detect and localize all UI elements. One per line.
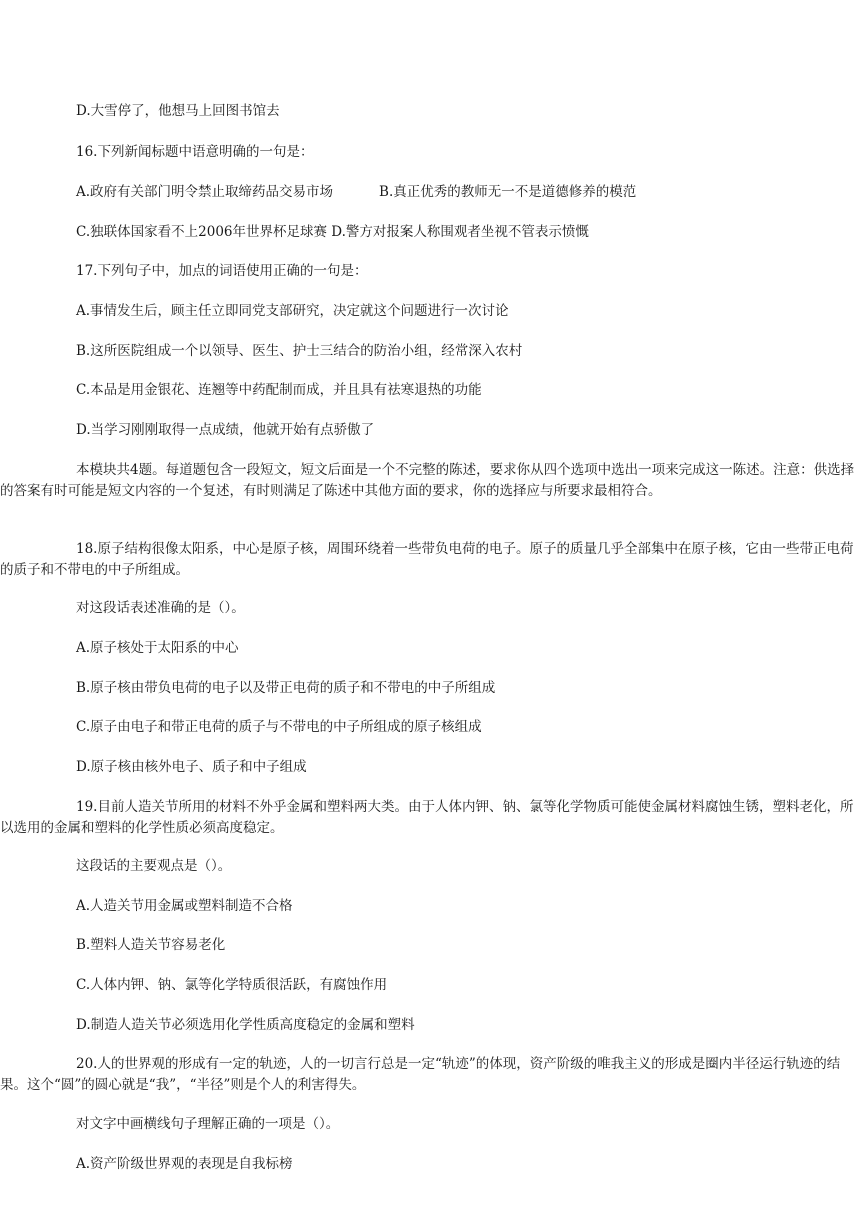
q17-option-c: C.本品是用金银花、连翘等中药配制而成，并且具有祛寒退热的功能 (76, 382, 482, 398)
q18-passage: 18.原子结构很像太阳系，中心是原子核，周围环绕着一些带负电荷的电子。原子的质量几乎全部集中在原子核，它由一些带正电荷的质子和不带电的中子所组成。 (0, 541, 854, 578)
q20-stem: 对文字中画横线句子理解正确的一项是（）。 (76, 1116, 340, 1132)
q18-option-d: D.原子核由核外电子、质子和中子组成 (76, 759, 307, 775)
q16-options-ab (0, 182, 868, 203)
q18-option-b: B.原子核由带负电荷的电子以及带正电荷的质子和不带电的中子所组成 (76, 680, 496, 696)
q18-option-c: C.原子由电子和带正电荷的质子与不带电的中子所组成的原子核组成 (76, 719, 482, 735)
q19-option-b: B.塑料人造关节容易老化 (76, 937, 226, 953)
module-intro: 本模块共4题。每道题包含一段短文，短文后面是一个不完整的陈述，要求你从四个选项中选出一项来完成这一陈述。注意：供选择的答案有时可能是短文内容的一个复述，有时则满足了陈述中其他方面的要求，你的选择应与所要求最相符合。 (0, 462, 855, 499)
q16-options-cd: C.独联体国家看不上2006年世界杯足球赛 D.警方对报案人称围观者坐视不管表示愤慨 (76, 224, 589, 240)
q18-stem: 对这段话表述准确的是（）。 (76, 600, 245, 616)
q20-passage: 20.人的世界观的形成有一定的轨迹，人的一切言行总是一定“轨迹”的体现，资产阶级的唯我主义的形成是圈内半径运行轨迹的结果。这个“圆”的圆心就是“我”，“半径”则是个人的利害得失。 (0, 1056, 841, 1093)
q20-option-a: A.资产阶级世界观的表现是自我标榜 (76, 1156, 293, 1172)
q19-option-d: D.制造人造关节必须选用化学性质高度稳定的金属和塑料 (76, 1017, 415, 1033)
q17-option-b: B.这所医院组成一个以领导、医生、护士三结合的防治小组，经常深入农村 (76, 343, 523, 359)
q18-option-a: A.原子核处于太阳系的中心 (76, 640, 239, 656)
q15-option-d: D.大雪停了，他想马上回图书馆去 (76, 103, 280, 119)
q19-stem: 这段话的主要观点是（）。 (76, 858, 232, 874)
q17-question: 17.下列句子中，加点的词语使用正确的一句是： (76, 263, 368, 279)
q17-option-a: A.事情发生后，顾主任立即同党支部研究，决定就这个问题进行一次讨论 (76, 303, 509, 319)
q17-option-d: D.当学习刚刚取得一点成绩，他就开始有点骄傲了 (76, 422, 375, 438)
q16-question: 16.下列新闻标题中语意明确的一句是： (76, 144, 314, 160)
q19-option-c: C.人体内钾、钠、氯等化学特质很活跃，有腐蚀作用 (76, 977, 388, 993)
q19-passage: 19.目前人造关节所用的材料不外乎金属和塑料两大类。由于人体内钾、钠、氯等化学物质可能使金属材料腐蚀生锈，塑料老化，所以选用的金属和塑料的化学性质必须高度稳定。 (0, 799, 854, 836)
q16-option-a: A.政府有关部门明令禁止取缔药品交易市场 (76, 184, 334, 200)
q16-option-b: B.真正优秀的教师无一不是道德修养的模范 (379, 184, 637, 200)
q19-option-a: A.人造关节用金属或塑料制造不合格 (76, 898, 293, 914)
